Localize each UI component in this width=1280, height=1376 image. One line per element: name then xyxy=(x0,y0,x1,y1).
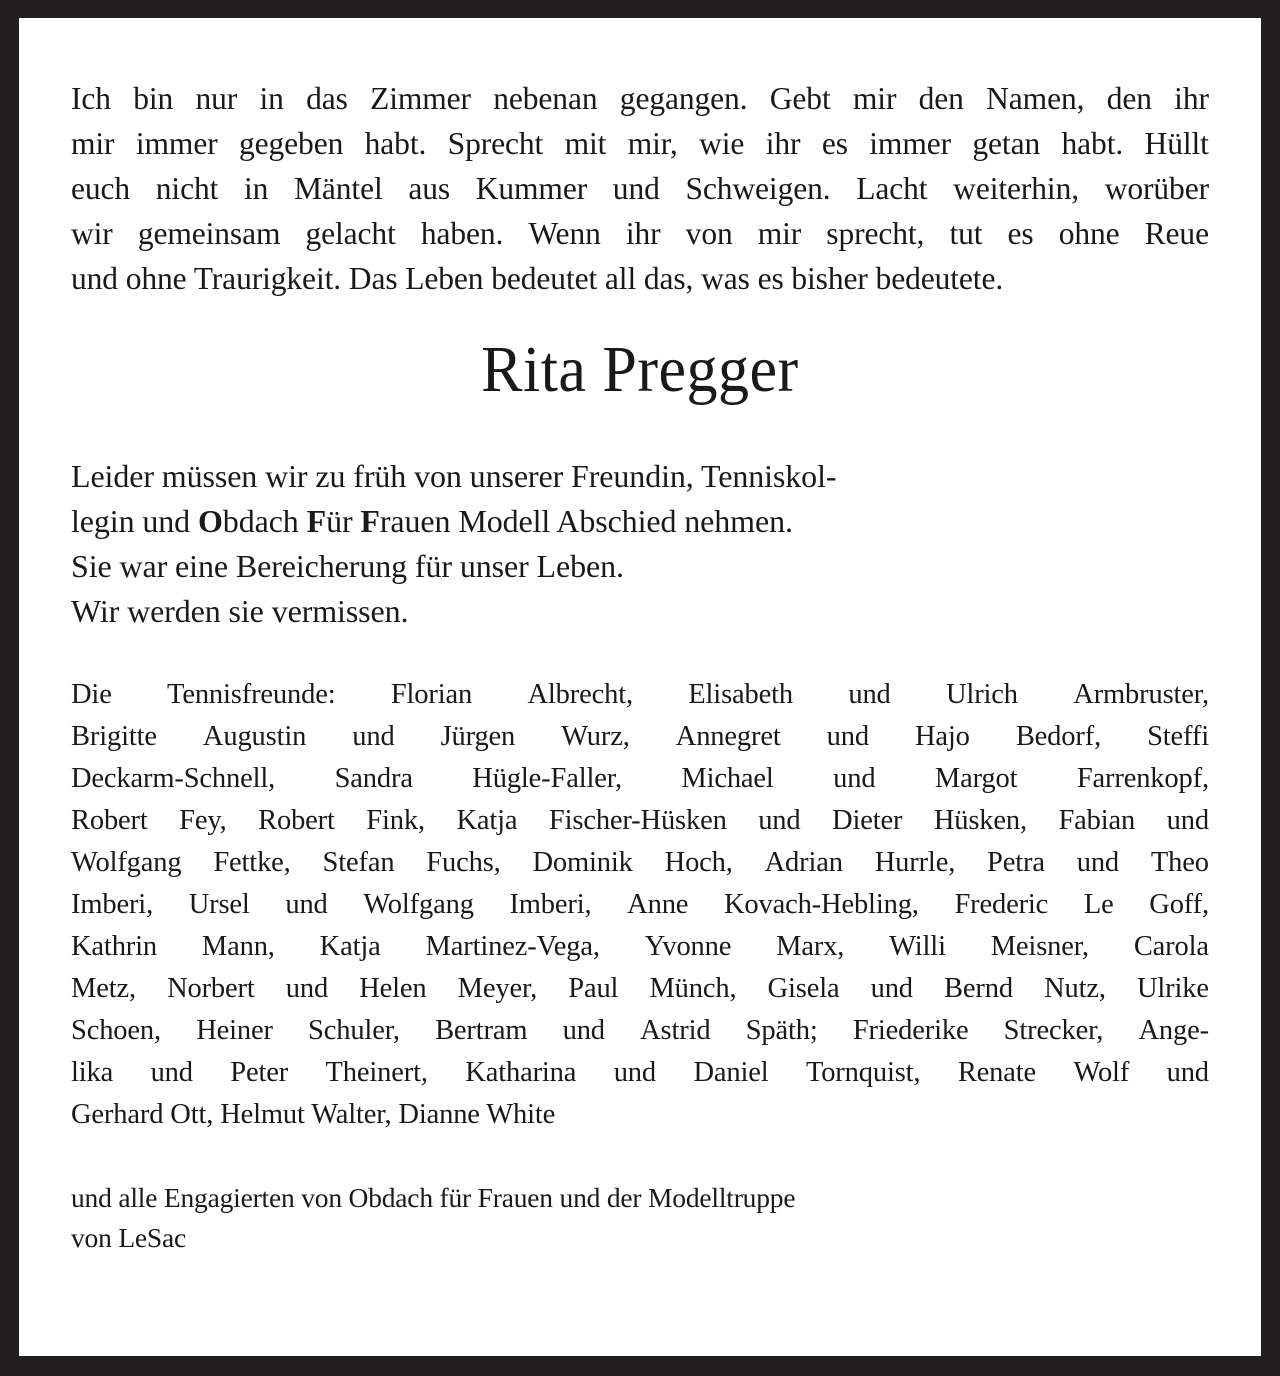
tribute-text: Leider müssen wir zu früh von unserer Freundin, Tenniskol- xyxy=(71,458,837,495)
word: Farrenkopf, xyxy=(1076,763,1209,795)
text-line xyxy=(71,758,1209,800)
tribute-line xyxy=(71,499,1209,544)
word: Gisela xyxy=(767,973,840,1005)
word: aus xyxy=(408,171,451,206)
word: Namen, xyxy=(986,81,1085,116)
word: Albrecht, xyxy=(527,679,633,711)
word: und xyxy=(285,889,328,921)
word: Hajo xyxy=(914,721,970,753)
word: Petra xyxy=(987,847,1045,879)
word: und xyxy=(612,171,660,206)
tribute-text: bdach xyxy=(222,503,307,540)
word: Annegret xyxy=(675,721,781,753)
word: Augustin xyxy=(202,721,307,753)
word: Margot xyxy=(934,763,1018,795)
tribute-line xyxy=(71,544,1209,589)
word: nebenan xyxy=(493,81,598,116)
word: Fink, xyxy=(366,805,425,837)
word: Münch, xyxy=(649,973,737,1005)
memorial-verse xyxy=(71,76,1209,301)
word: und xyxy=(352,721,395,753)
emphasis-initial: F xyxy=(360,503,380,540)
text-line xyxy=(71,121,1209,166)
emphasis-initial: O xyxy=(198,503,223,540)
text-line xyxy=(71,926,1209,968)
word: Adrian xyxy=(764,847,843,879)
word: Paul xyxy=(568,973,619,1005)
word: Mann, xyxy=(201,931,275,963)
word: Carola xyxy=(1133,931,1209,963)
text-line xyxy=(71,884,1209,926)
word: Frederic xyxy=(954,889,1049,921)
word: und xyxy=(870,973,913,1005)
word: euch xyxy=(71,171,131,206)
word: Fey, xyxy=(179,805,227,837)
word: Schweigen. xyxy=(685,171,831,206)
word: nur xyxy=(195,81,238,116)
word: und xyxy=(613,1057,657,1089)
word: Peter xyxy=(230,1057,289,1089)
word: Norbert xyxy=(167,973,255,1005)
word: Hügle-Faller, xyxy=(472,763,622,795)
word: sprecht, xyxy=(826,216,925,251)
text-line xyxy=(71,1052,1209,1094)
word: Zimmer xyxy=(370,81,471,116)
word: Florian xyxy=(390,679,473,711)
text-line xyxy=(71,968,1209,1010)
deceased-name-block xyxy=(71,335,1209,404)
word: Ich xyxy=(71,81,111,116)
word: Strecker, xyxy=(1003,1015,1104,1047)
word: bin xyxy=(133,81,174,116)
word: Imberi, xyxy=(71,889,154,921)
word: und xyxy=(848,679,891,711)
word: Stefan xyxy=(322,847,395,879)
word: Imberi, xyxy=(509,889,592,921)
emphasis-initial: F xyxy=(306,503,327,540)
word: und xyxy=(150,1057,193,1089)
word: Hurrle, xyxy=(874,847,956,879)
word: Kathrin xyxy=(71,931,158,963)
word: Steffi xyxy=(1147,721,1209,753)
word: nicht xyxy=(155,171,219,206)
word: Goff, xyxy=(1149,889,1209,921)
tribute-text: rauen Modell Abschied nehmen. xyxy=(379,503,793,540)
word: Armbruster, xyxy=(1073,679,1209,711)
word: lika xyxy=(71,1057,114,1089)
word: weiterhin, xyxy=(953,171,1080,206)
word: ihr xyxy=(625,216,661,251)
word: gelacht xyxy=(305,216,396,251)
word: Schuler, xyxy=(308,1015,400,1047)
word: Kummer xyxy=(475,171,588,206)
word: Renate xyxy=(957,1057,1037,1089)
word: Wenn xyxy=(528,216,601,251)
word: und xyxy=(826,721,869,753)
word: Ange- xyxy=(1138,1015,1209,1047)
word: Späth; xyxy=(745,1015,818,1047)
tribute-text: ür xyxy=(326,503,361,540)
closing-note xyxy=(71,1178,1209,1258)
word: Schoen, xyxy=(71,1015,161,1047)
closing-line: von LeSac xyxy=(71,1222,187,1254)
word: den xyxy=(1106,81,1152,116)
word: Dieter xyxy=(832,805,903,837)
word: Reue xyxy=(1144,216,1209,251)
text-line xyxy=(71,800,1209,842)
word: Die xyxy=(71,679,112,711)
word: Meisner, xyxy=(990,931,1089,963)
word: Bernd xyxy=(944,973,1013,1005)
word: immer xyxy=(869,126,951,161)
word: habt. xyxy=(1061,126,1124,161)
word: Fettke, xyxy=(213,847,291,879)
word: und xyxy=(1166,805,1209,837)
word: Hüsken, xyxy=(933,805,1027,837)
word: Anne xyxy=(627,889,689,921)
word: gegeben xyxy=(239,126,344,161)
deceased-name: Rita Pregger xyxy=(481,333,799,406)
word: ihr xyxy=(1174,81,1209,116)
word: Elisabeth xyxy=(688,679,793,711)
word: in xyxy=(259,81,284,116)
word: Willi xyxy=(889,931,946,963)
tribute-paragraph xyxy=(71,454,1209,634)
text-line: und ohne Traurigkeit. Das Leben bedeutet all das, was es bisher bedeutete. xyxy=(71,261,1004,296)
word: Friederike xyxy=(852,1015,969,1047)
word: Katharina xyxy=(465,1057,577,1089)
tribute-text: Sie war eine Bereicherung für unser Leben. xyxy=(71,548,624,585)
word: haben. xyxy=(420,216,504,251)
word: Ulrich xyxy=(946,679,1018,711)
word: ihr xyxy=(765,126,801,161)
tribute-line xyxy=(71,454,1209,499)
word: Nutz, xyxy=(1044,973,1106,1005)
word: und xyxy=(758,805,801,837)
text-line: Gerhard Ott, Helmut Walter, Dianne White xyxy=(71,1099,556,1131)
word: Theinert, xyxy=(325,1057,428,1089)
word: Ursel xyxy=(188,889,250,921)
word: gegangen. xyxy=(619,81,748,116)
word: mir xyxy=(852,81,897,116)
word: habt. xyxy=(364,126,427,161)
word: und xyxy=(562,1015,605,1047)
tribute-line xyxy=(71,589,1209,634)
word: mir xyxy=(71,126,115,161)
word: den xyxy=(918,81,964,116)
word: tut xyxy=(949,216,983,251)
tribute-text: legin und xyxy=(71,503,198,540)
word: Bertram xyxy=(435,1015,528,1047)
word: Lacht xyxy=(856,171,928,206)
word: Astrid xyxy=(640,1015,711,1047)
word: Mäntel xyxy=(293,171,383,206)
word: immer xyxy=(135,126,218,161)
tribute-text: Wir werden sie vermissen. xyxy=(71,593,409,630)
word: Tornquist, xyxy=(805,1057,921,1089)
signatories-list xyxy=(71,674,1209,1136)
word: Fuchs, xyxy=(426,847,501,879)
word: Hoch, xyxy=(664,847,733,879)
word: Wolf xyxy=(1073,1057,1130,1089)
word: Gebt xyxy=(769,81,831,116)
word: Heiner xyxy=(196,1015,273,1047)
word: Sprecht xyxy=(447,126,544,161)
word: Fabian xyxy=(1058,805,1136,837)
word: Deckarm-Schnell, xyxy=(71,763,276,795)
word: wir xyxy=(71,216,113,251)
word: und xyxy=(1076,847,1120,879)
word: getan xyxy=(972,126,1041,161)
word: Bedorf, xyxy=(1015,721,1102,753)
word: es xyxy=(821,126,848,161)
word: wie xyxy=(699,126,745,161)
text-line xyxy=(71,674,1209,716)
word: Fischer-Hüsken xyxy=(548,805,727,837)
word: Marx, xyxy=(776,931,845,963)
word: Yvonne xyxy=(644,931,732,963)
word: Helen xyxy=(359,973,427,1005)
closing-line: und alle Engagierten von Obdach für Frauen und der Modelltruppe xyxy=(71,1182,796,1214)
word: Katja xyxy=(456,805,518,837)
word: Le xyxy=(1083,889,1114,921)
word: Wurz, xyxy=(561,721,630,753)
notice-body xyxy=(19,18,1261,1356)
word: Daniel xyxy=(693,1057,769,1089)
word: Robert xyxy=(71,805,148,837)
word: Ulrike xyxy=(1136,973,1209,1005)
word: und xyxy=(833,763,876,795)
word: mir xyxy=(757,216,802,251)
word: das xyxy=(306,81,348,116)
word: Sandra xyxy=(334,763,413,795)
word: Robert xyxy=(258,805,335,837)
word: ohne xyxy=(1058,216,1120,251)
word: Metz, xyxy=(71,973,136,1005)
word: Katja xyxy=(319,931,381,963)
word: gemeinsam xyxy=(137,216,281,251)
text-line xyxy=(71,842,1209,884)
word: Michael xyxy=(681,763,774,795)
word: Jürgen xyxy=(440,721,516,753)
word: Martinez-Vega, xyxy=(425,931,600,963)
word: Meyer, xyxy=(457,973,538,1005)
word: es xyxy=(1007,216,1034,251)
word: und xyxy=(1166,1057,1209,1089)
word: in xyxy=(243,171,269,206)
word: Kovach-Hebling, xyxy=(723,889,919,921)
word: mir, xyxy=(627,126,678,161)
word: Tennisfreunde: xyxy=(167,679,336,711)
word: Theo xyxy=(1150,847,1209,879)
text-line xyxy=(71,76,1209,121)
text-line xyxy=(71,1010,1209,1052)
word: mit xyxy=(564,126,607,161)
text-line xyxy=(71,211,1209,256)
word: Wolfgang xyxy=(71,847,182,879)
word: worüber xyxy=(1104,171,1209,206)
word: Dominik xyxy=(532,847,633,879)
word: Hüllt xyxy=(1144,126,1209,161)
text-line xyxy=(71,716,1209,758)
word: und xyxy=(285,973,329,1005)
word: Brigitte xyxy=(71,721,157,753)
text-line xyxy=(71,166,1209,211)
word: von xyxy=(685,216,733,251)
word: Wolfgang xyxy=(363,889,474,921)
